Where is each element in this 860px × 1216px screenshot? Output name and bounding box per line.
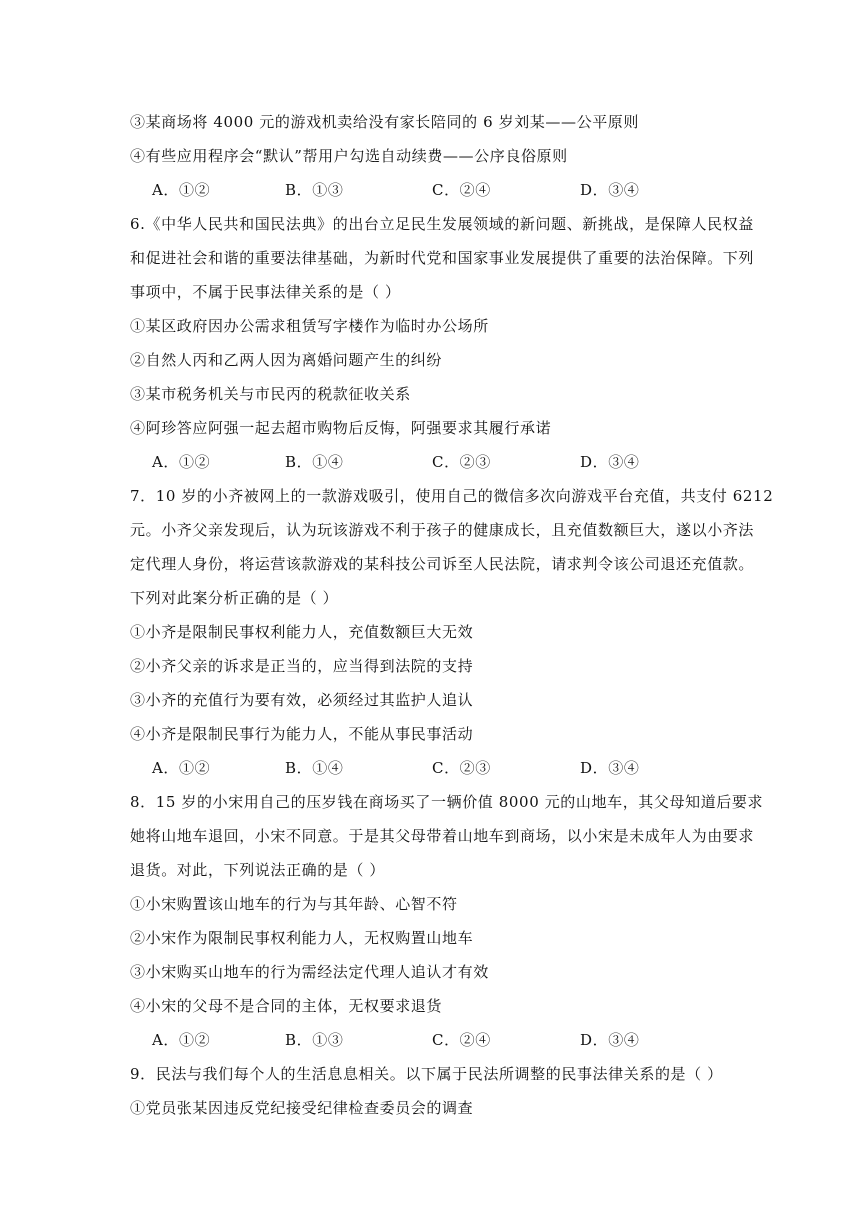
q7-stem-line-2: 元。小齐父亲发现后，认为玩该游戏不利于孩子的健康成长，且充值数额巨大，遂以小齐法 (130, 521, 755, 539)
q5-answer-choices (130, 179, 750, 203)
q7-stem-line-4: 下列对此案分析正确的是（ ） (130, 589, 339, 607)
q8-answer-choices (130, 1029, 750, 1053)
q8-stem-line-2: 她将山地车退回，小宋不同意。于是其父母带着山地车到商场，以小宋是未成年人为由要求 (130, 827, 755, 845)
q7-answer-choices (130, 757, 750, 781)
choice-a: A．①② (152, 453, 211, 471)
choice-b: B．①④ (285, 759, 344, 777)
q9-option-line-1: ①党员张某因违反党纪接受纪律检查委员会的调查 (130, 1099, 474, 1117)
q8-option-line-4: ④小宋的父母不是合同的主体，无权要求退货 (130, 997, 443, 1015)
q6-option-line-2: ②自然人丙和乙两人因为离婚问题产生的纠纷 (130, 351, 443, 369)
choice-a: A．①② (152, 181, 211, 199)
q7-stem-line-3: 定代理人身份，将运营该款游戏的某科技公司诉至人民法院，请求判令该公司退还充值款。 (130, 555, 755, 573)
q8-option-line-3: ③小宋购买山地车的行为需经法定代理人追认才有效 (130, 963, 489, 981)
q7-option-line-1: ①小齐是限制民事权利能力人，充值数额巨大无效 (130, 623, 474, 641)
q7-option-line-3: ③小齐的充值行为要有效，必须经过其监护人追认 (130, 691, 474, 709)
choice-d: D．③④ (580, 1031, 640, 1049)
q6-stem-line-1: 6.《中华人民共和国民法典》的出台立足民生发展领域的新问题、新挑战，是保障人民权益 (130, 215, 754, 233)
choice-a: A．①② (152, 759, 211, 777)
q6-stem-line-2: 和促进社会和谐的重要法律基础，为新时代党和国家事业发展提供了重要的法治保障。下列 (130, 249, 755, 267)
q6-option-line-1: ①某区政府因办公需求租赁写字楼作为临时办公场所 (130, 317, 489, 335)
q6-answer-choices (130, 451, 750, 475)
q9-stem-line-1: 9．民法与我们每个人的生活息息相关。以下属于民法所调整的民事法律关系的是（ ） (130, 1065, 723, 1083)
choice-b: B．①③ (285, 181, 344, 199)
q8-stem-line-1: 8．15 岁的小宋用自己的压岁钱在商场买了一辆价值 8000 元的山地车，其父母知道后要求 (130, 793, 764, 811)
q8-option-line-1: ①小宋购置该山地车的行为与其年龄、心智不符 (130, 895, 458, 913)
q6-stem-line-3: 事项中，不属于民事法律关系的是（ ） (130, 283, 401, 301)
q6-option-line-4: ④阿珍答应阿强一起去超市购物后反悔，阿强要求其履行承诺 (130, 419, 552, 437)
choice-b: B．①③ (285, 1031, 344, 1049)
choice-c: C．②④ (432, 181, 491, 199)
q8-option-line-2: ②小宋作为限制民事权利能力人，无权购置山地车 (130, 929, 474, 947)
q6-option-line-3: ③某市税务机关与市民丙的税款征收关系 (130, 385, 411, 403)
q7-option-line-2: ②小齐父亲的诉求是正当的，应当得到法院的支持 (130, 657, 474, 675)
choice-d: D．③④ (580, 453, 640, 471)
choice-c: C．②④ (432, 1031, 491, 1049)
q5-option-line-4: ④有些应用程序会“默认”帮用户勾选自动续费——公序良俗原则 (130, 147, 568, 165)
choice-b: B．①④ (285, 453, 344, 471)
choice-c: C．②③ (432, 453, 491, 471)
choice-a: A．①② (152, 1031, 211, 1049)
q7-option-line-4: ④小齐是限制民事行为能力人，不能从事民事活动 (130, 725, 474, 743)
choice-c: C．②③ (432, 759, 491, 777)
choice-d: D．③④ (580, 181, 640, 199)
q5-option-line-3: ③某商场将 4000 元的游戏机卖给没有家长陪同的 6 岁刘某——公平原则 (130, 113, 639, 131)
q8-stem-line-3: 退货。对此，下列说法正确的是（ ） (130, 861, 385, 879)
choice-d: D．③④ (580, 759, 640, 777)
q7-stem-line-1: 7．10 岁的小齐被网上的一款游戏吸引，使用自己的微信多次向游戏平台充值，共支付 6212 (130, 487, 774, 505)
